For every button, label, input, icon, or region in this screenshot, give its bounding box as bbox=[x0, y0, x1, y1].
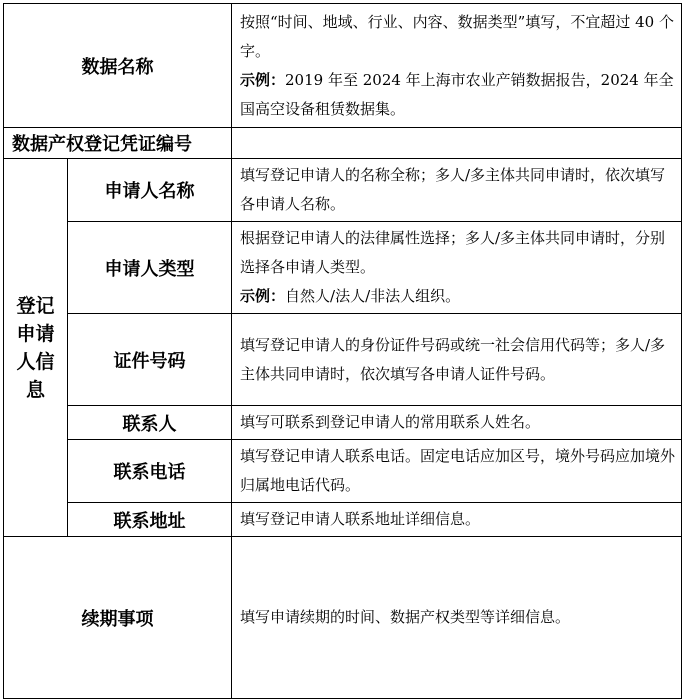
applicant-type-label: 申请人类型 bbox=[68, 222, 232, 314]
data-name-description bbox=[232, 4, 682, 128]
applicant-type-instruction: 根据登记申请人的法律属性选择；多人/多主体共同申请时，分别选择各申请人类型。 bbox=[240, 229, 666, 276]
row-data-name bbox=[4, 4, 682, 128]
renewal-label: 续期事项 bbox=[4, 537, 232, 699]
row-contact-phone bbox=[4, 440, 682, 503]
applicant-info-group-label: 登记申请人信息 bbox=[4, 159, 68, 537]
row-certificate-number bbox=[4, 128, 682, 159]
id-number-description: 填写登记申请人的身份证件号码或统一社会信用代码等；多人/多主体共同申请时，依次填写各申请人证件号码。 bbox=[232, 314, 682, 406]
example-label: 示例： bbox=[240, 287, 286, 305]
row-renewal bbox=[4, 537, 682, 699]
applicant-type-description bbox=[232, 222, 682, 314]
row-applicant-name bbox=[4, 159, 682, 222]
contact-address-description: 填写登记申请人联系地址详细信息。 bbox=[232, 503, 682, 537]
contact-person-label: 联系人 bbox=[68, 406, 232, 440]
applicant-name-label: 申请人名称 bbox=[68, 159, 232, 222]
certificate-number-value bbox=[232, 128, 682, 159]
applicant-name-description: 填写登记申请人的名称全称；多人/多主体共同申请时，依次填写各申请人名称。 bbox=[232, 159, 682, 222]
row-applicant-type bbox=[4, 222, 682, 314]
registration-guide-table bbox=[3, 3, 682, 699]
contact-address-label: 联系地址 bbox=[68, 503, 232, 537]
row-contact-person bbox=[4, 406, 682, 440]
row-id-number bbox=[4, 314, 682, 406]
example-text: 自然人/法人/非法人组织。 bbox=[285, 287, 461, 305]
contact-phone-label: 联系电话 bbox=[68, 440, 232, 503]
data-name-instruction: 按照“时间、地域、行业、内容、数据类型”填写，不宜超过 40 个字。 bbox=[240, 12, 674, 60]
row-contact-address bbox=[4, 503, 682, 537]
data-name-label: 数据名称 bbox=[4, 4, 232, 128]
example-text: 2019 年至 2024 年上海市农业产销数据报告，2024 年全国高空设备租赁数据集。 bbox=[240, 70, 674, 118]
contact-phone-description: 填写登记申请人联系电话。固定电话应加区号，境外号码应加境外归属地电话代码。 bbox=[232, 440, 682, 503]
data-name-example bbox=[240, 66, 675, 124]
certificate-number-label: 数据产权登记凭证编号 bbox=[4, 128, 232, 159]
example-label: 示例： bbox=[240, 70, 286, 89]
id-number-label: 证件号码 bbox=[68, 314, 232, 406]
applicant-type-example bbox=[240, 282, 675, 311]
contact-person-description: 填写可联系到登记申请人的常用联系人姓名。 bbox=[232, 406, 682, 440]
renewal-description: 填写申请续期的时间、数据产权类型等详细信息。 bbox=[232, 537, 682, 699]
